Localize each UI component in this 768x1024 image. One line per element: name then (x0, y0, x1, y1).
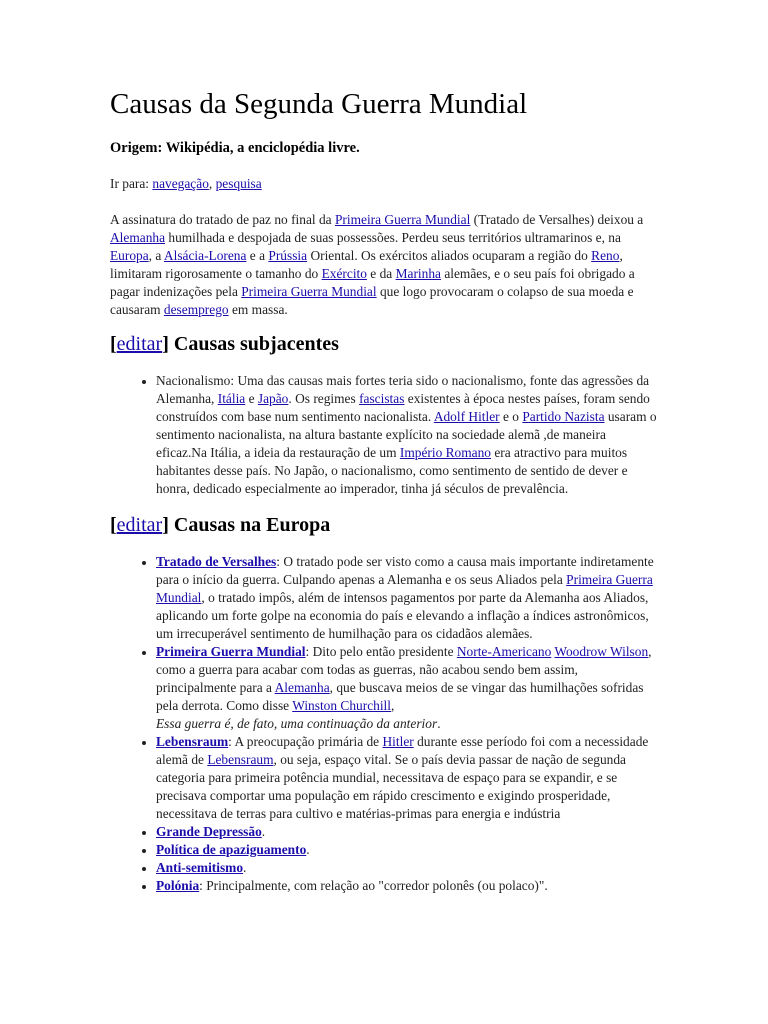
item-text: , como a guerra para acabar com todas as guerras, não acabou sendo bem assim, principalmente para a (156, 644, 652, 695)
link-primeira-guerra[interactable]: Primeira Guerra Mundial (156, 644, 306, 659)
jump-separator: , (208, 176, 216, 191)
item-text: : Dito pelo então presidente (305, 644, 457, 659)
item-text: . (437, 716, 441, 731)
link-italia[interactable]: Itália (217, 391, 246, 406)
edit-link[interactable]: editar (116, 333, 163, 355)
section-heading-europa (110, 514, 660, 537)
link-marinha[interactable]: Marinha (395, 266, 441, 281)
item-text: , que buscava meios de se vingar das humilhações sofridas pela derrota. Como disse (156, 680, 644, 713)
link-exercito[interactable]: Exército (321, 266, 367, 281)
link-winston-churchill[interactable]: Winston Churchill (292, 698, 392, 713)
churchill-quote: Essa guerra é, de fato, uma continuação da anterior (156, 716, 438, 731)
subjacentes-list (110, 372, 660, 498)
intro-paragraph (110, 211, 660, 319)
jump-prefix: Ir para: (110, 176, 153, 191)
item-text: : O tratado pode ser visto como a causa mais importante indiretamente para o início da guerra. Culpando apenas a Alemanha e os seus Aliados pela (156, 554, 654, 587)
link-fascistas[interactable]: fascistas (359, 391, 405, 406)
link-partido-nazista[interactable]: Partido Nazista (522, 409, 605, 424)
section-heading-subjacentes (110, 333, 660, 356)
intro-text: (Tratado de Versalhes) deixou a (470, 212, 644, 227)
item-text: . Os regimes (288, 391, 360, 406)
page-title: Causas da Segunda Guerra Mundial (110, 88, 528, 120)
link-alemanha[interactable]: Alemanha (274, 680, 330, 695)
intro-text: em massa. (228, 302, 288, 317)
link-polonia[interactable]: Polónia (156, 878, 200, 893)
list-item (156, 372, 660, 498)
link-norte-americano[interactable]: Norte-Americano (456, 644, 552, 659)
intro-text: humilhada e despojada de suas possessões. Perdeu seus territórios ultramarinos e, na (165, 230, 621, 245)
link-alsacia-lorena[interactable]: Alsácia-Lorena (163, 248, 247, 263)
link-adolf-hitler[interactable]: Adolf Hitler (433, 409, 500, 424)
item-text: , (391, 698, 395, 713)
list-item (156, 733, 660, 823)
item-text: e o (499, 409, 523, 424)
intro-text: A assinatura do tratado de paz no final da (110, 212, 335, 227)
link-primeira-guerra[interactable]: Primeira Guerra Mundial (334, 212, 471, 227)
link-grande-depressao[interactable]: Grande Depressão (156, 824, 262, 839)
link-reno[interactable]: Reno (591, 248, 620, 263)
list-item (156, 877, 660, 895)
section-title: Causas na Europa (173, 514, 331, 536)
intro-text: , a (148, 248, 164, 263)
link-lebensraum[interactable]: Lebensraum (207, 752, 274, 767)
item-text: . (261, 824, 266, 839)
list-item (156, 841, 660, 859)
origin-subtitle: Origem: Wikipédia, a enciclopédia livre. (110, 140, 360, 156)
section-title: Causas subjacentes (173, 333, 339, 355)
bracket-close: ] (162, 514, 174, 536)
edit-link[interactable]: editar (116, 514, 163, 536)
item-text: Nacionalismo: Uma das causas mais fortes teria sido o nacionalismo, fonte das agressões da Alemanha, (156, 373, 650, 406)
item-text: . (243, 860, 247, 875)
item-text: era atractivo para muitos habitantes desse país. No Japão, o nacionalismo, como sentimento de sentido de dever e honra, dedicado especialmente ao imperador, tinha já séculos de prevalência. (156, 445, 628, 496)
link-imperio-romano[interactable]: Império Romano (399, 445, 491, 460)
list-item (156, 553, 660, 643)
item-text: . (306, 842, 310, 857)
bracket-open: [ (110, 514, 117, 536)
item-text: e (245, 391, 258, 406)
item-text: : Principalmente, com relação ao "corredor polonês (ou polaco)". (199, 878, 548, 893)
link-woodrow-wilson[interactable]: Woodrow Wilson (554, 644, 649, 659)
item-text: usaram o sentimento nacionalista, na altura bastante explícito na sociedade alemã ,de maneira eficaz.Na Itália, a ideia da restauração de um (156, 409, 657, 460)
link-politica-apaziguamento[interactable]: Política de apaziguamento (156, 842, 307, 857)
link-primeira-guerra[interactable]: Primeira Guerra Mundial (156, 572, 653, 605)
item-text: existentes à época nestes países, foram sendo construídos com base num sentimento nacionalista. (156, 391, 650, 424)
intro-text: que logo provocaram o colapso de sua moeda e causaram (110, 284, 634, 317)
link-alemanha[interactable]: Alemanha (110, 230, 166, 245)
intro-text: Oriental. Os exércitos aliados ocuparam a região do (307, 248, 592, 263)
link-tratado-versalhes[interactable]: Tratado de Versalhes (156, 554, 277, 569)
item-text: : A preocupação primária de (228, 734, 383, 749)
item-text: , ou seja, espaço vital. Se o país devia passar de nação de segunda categoria para primeira potência mundial, necessitava de espaço para se expandir, e se precisava comportar uma população em rápido crescimento e exigindo prosperidade, necessitava de terras para cultivo e matérias-primas para energia e indústria (156, 752, 626, 821)
intro-text: alemães, e o seu país foi obrigado a pagar indenizações pela (110, 266, 635, 299)
bracket-open: [ (110, 333, 117, 355)
list-item (156, 823, 660, 841)
link-prussia[interactable]: Prússia (268, 248, 308, 263)
link-europa[interactable]: Europa (110, 248, 149, 263)
list-item (156, 643, 660, 733)
search-link[interactable]: pesquisa (215, 176, 262, 191)
bracket-close: ] (162, 333, 174, 355)
jump-links (110, 175, 660, 193)
intro-text: e da (366, 266, 396, 281)
item-text: durante esse período foi com a necessidade alemã de (156, 734, 649, 767)
link-japao[interactable]: Japão (257, 391, 289, 406)
nav-link[interactable]: navegação (152, 176, 209, 191)
link-primeira-guerra[interactable]: Primeira Guerra Mundial (241, 284, 377, 299)
item-text: , o tratado impôs, além de intensos pagamentos por parte da Alemanha aos Aliados, aplicando um forte golpe na economia do país e elevando a inflação a índices astronômicos, um irrecuperável sentimento de humilhação para os cidadãos alemães. (156, 590, 649, 641)
list-item (156, 859, 660, 877)
link-hitler[interactable]: Hitler (382, 734, 414, 749)
link-desemprego[interactable]: desemprego (163, 302, 229, 317)
intro-text: e a (246, 248, 269, 263)
link-anti-semitismo[interactable]: Anti-semitismo (156, 860, 244, 875)
europa-list (110, 553, 660, 895)
link-lebensraum[interactable]: Lebensraum (156, 734, 229, 749)
intro-text: , limitaram rigorosamente o tamanho do (110, 248, 623, 281)
